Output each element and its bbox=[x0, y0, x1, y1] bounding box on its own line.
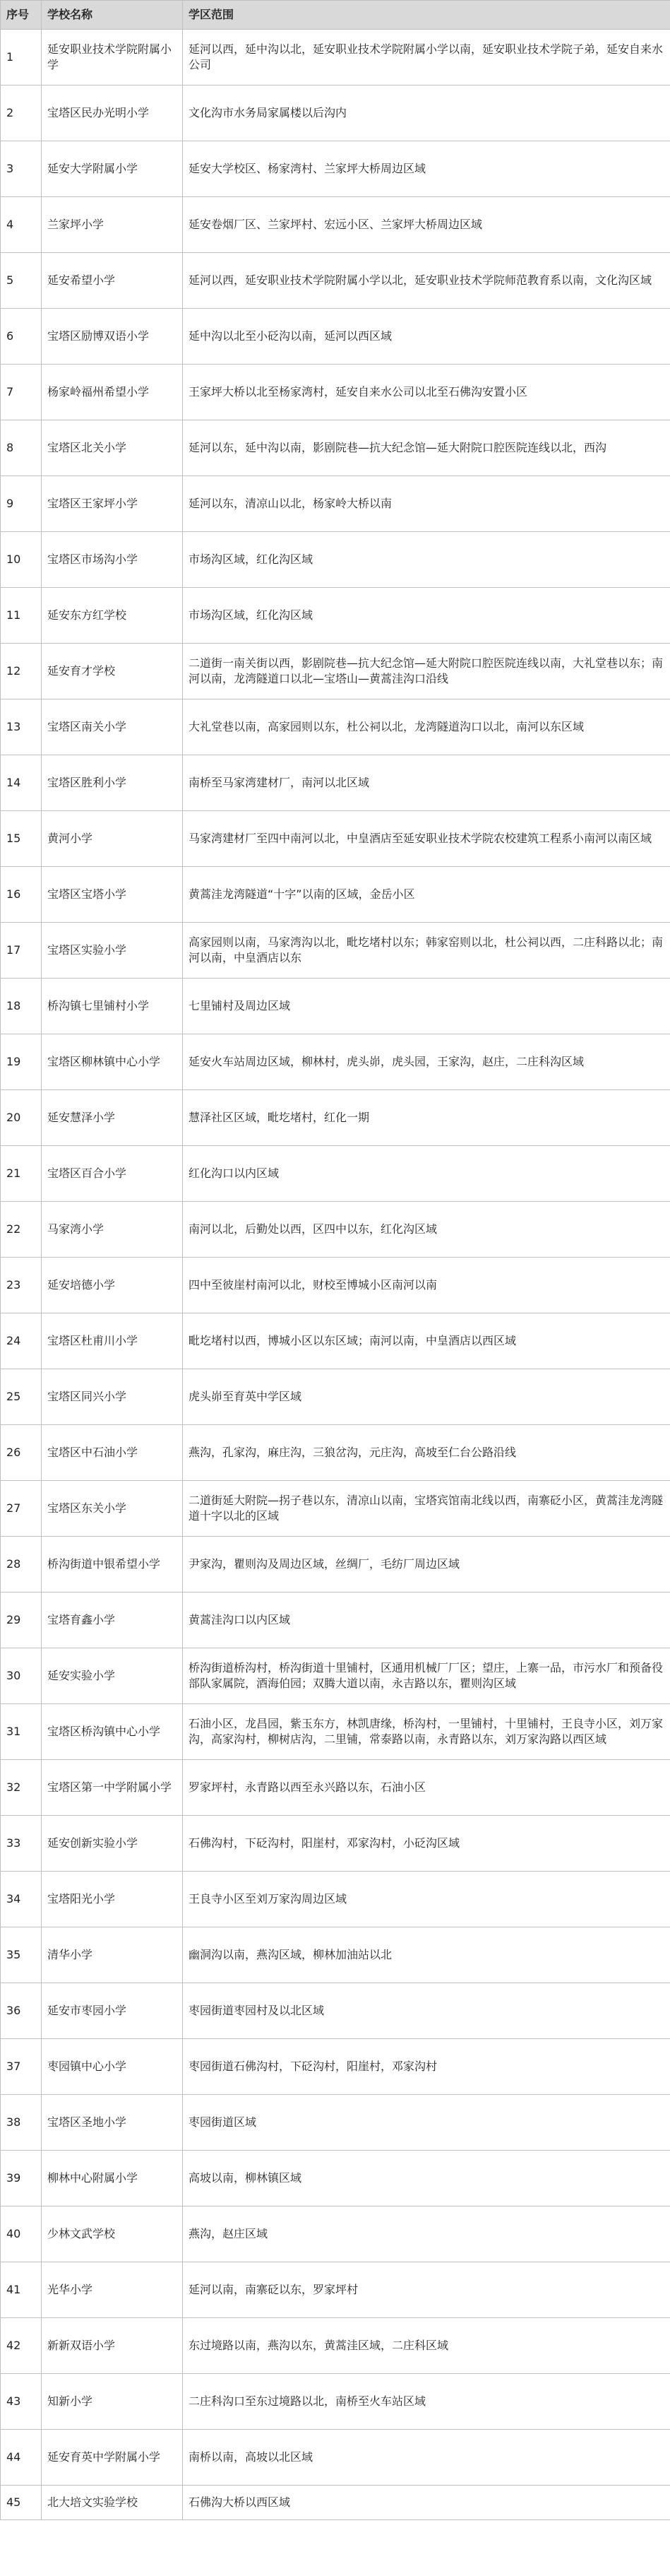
table-row bbox=[1, 2095, 670, 2151]
cell-area: 罗家坪村，永青路以西至永兴路以东，石油小区 bbox=[183, 1760, 670, 1816]
cell-no: 33 bbox=[1, 1816, 42, 1872]
cell-school: 北大培文实验学校 bbox=[42, 2486, 183, 2520]
header-school: 学校名称 bbox=[42, 1, 183, 30]
cell-area: 燕沟，赵庄区域 bbox=[183, 2206, 670, 2262]
cell-school: 宝塔区中石油小学 bbox=[42, 1425, 183, 1481]
cell-area: 延河以西，延中沟以北，延安职业技术学院附属小学以南，延安职业技术学院子弟，延安自来水公司 bbox=[183, 30, 670, 85]
cell-area: 高坡以南，柳林镇区域 bbox=[183, 2151, 670, 2206]
cell-school: 柳林中心附属小学 bbox=[42, 2151, 183, 2206]
cell-area: 慧泽社区区域，毗圪堵村，红化一期 bbox=[183, 1090, 670, 1146]
cell-no: 44 bbox=[1, 2430, 42, 2486]
cell-no: 8 bbox=[1, 420, 42, 476]
cell-school: 枣园镇中心小学 bbox=[42, 2039, 183, 2095]
table-row bbox=[1, 30, 670, 85]
table-row bbox=[1, 2486, 670, 2520]
cell-area: 二道街延大附院—拐子巷以东，清凉山以南，宝塔宾馆南北线以西，南寨砭小区，黄蒿洼龙湾隧道十字以北的区域 bbox=[183, 1481, 670, 1537]
cell-school: 宝塔区柳林镇中心小学 bbox=[42, 1034, 183, 1090]
table-row bbox=[1, 1202, 670, 1258]
header-area: 学区范围 bbox=[183, 1, 670, 30]
cell-school: 宝塔区南关小学 bbox=[42, 699, 183, 755]
cell-school: 宝塔区第一中学附属小学 bbox=[42, 1760, 183, 1816]
table-row bbox=[1, 2206, 670, 2262]
cell-area: 幽洞沟以南，燕沟区域，柳林加油站以北 bbox=[183, 1927, 670, 1983]
cell-no: 45 bbox=[1, 2486, 42, 2520]
cell-no: 16 bbox=[1, 867, 42, 923]
cell-school: 宝塔育鑫小学 bbox=[42, 1593, 183, 1648]
table-row bbox=[1, 85, 670, 141]
table-row bbox=[1, 1760, 670, 1816]
cell-no: 9 bbox=[1, 476, 42, 532]
cell-school: 光华小学 bbox=[42, 2262, 183, 2318]
cell-area: 二道街一南关街以西，影剧院巷—抗大纪念馆—延大附院口腔医院连线以南，大礼堂巷以东；南河以南，龙湾隧道口以北—宝塔山—黄蒿洼沟口沿线 bbox=[183, 644, 670, 699]
cell-no: 5 bbox=[1, 253, 42, 309]
cell-area: 虎头峁至育英中学区域 bbox=[183, 1369, 670, 1425]
cell-area: 市场沟区域，红化沟区域 bbox=[183, 532, 670, 588]
cell-area: 延安火车站周边区域，柳林村，虎头峁，虎头园，王家沟，赵庄，二庄科沟区域 bbox=[183, 1034, 670, 1090]
table-row bbox=[1, 1481, 670, 1537]
table-row bbox=[1, 253, 670, 309]
cell-school: 宝塔区同兴小学 bbox=[42, 1369, 183, 1425]
cell-school: 黄河小学 bbox=[42, 811, 183, 867]
table-row bbox=[1, 2151, 670, 2206]
cell-area: 文化沟市水务局家属楼以后沟内 bbox=[183, 85, 670, 141]
table-row bbox=[1, 532, 670, 588]
cell-no: 39 bbox=[1, 2151, 42, 2206]
cell-school: 延安市枣园小学 bbox=[42, 1983, 183, 2039]
table-row bbox=[1, 2374, 670, 2430]
table-row bbox=[1, 365, 670, 420]
cell-no: 15 bbox=[1, 811, 42, 867]
table-row bbox=[1, 2318, 670, 2374]
cell-no: 38 bbox=[1, 2095, 42, 2151]
table-row bbox=[1, 644, 670, 699]
cell-school: 延安大学附属小学 bbox=[42, 141, 183, 197]
cell-no: 35 bbox=[1, 1927, 42, 1983]
cell-school: 清华小学 bbox=[42, 1927, 183, 1983]
cell-area: 延河以南，南寨砭以东，罗家坪村 bbox=[183, 2262, 670, 2318]
cell-school: 宝塔区王家坪小学 bbox=[42, 476, 183, 532]
cell-no: 11 bbox=[1, 588, 42, 644]
cell-area: 石油小区，龙昌园，紫玉东方，林凯唐缘，桥沟村，一里铺村，十里铺村，王良寺小区，刘万家沟，高家沟村，柳树店沟，二里铺，常泰路以南，永青路以东，刘万家沟路以西区域 bbox=[183, 1704, 670, 1760]
table-row bbox=[1, 1983, 670, 2039]
cell-school: 马家湾小学 bbox=[42, 1202, 183, 1258]
table-row bbox=[1, 867, 670, 923]
cell-no: 25 bbox=[1, 1369, 42, 1425]
cell-area: 石佛沟大桥以西区域 bbox=[183, 2486, 670, 2520]
cell-area: 南桥以南，高坡以北区域 bbox=[183, 2430, 670, 2486]
cell-school: 宝塔区胜利小学 bbox=[42, 755, 183, 811]
table-row bbox=[1, 1593, 670, 1648]
cell-area: 马家湾建材厂至四中南河以北，中皇酒店至延安职业技术学院农校建筑工程系小南河以南区域 bbox=[183, 811, 670, 867]
cell-no: 14 bbox=[1, 755, 42, 811]
cell-area: 南河以北，后勤处以西，区四中以东，红化沟区域 bbox=[183, 1202, 670, 1258]
cell-no: 28 bbox=[1, 1537, 42, 1593]
table-row bbox=[1, 420, 670, 476]
cell-no: 34 bbox=[1, 1872, 42, 1927]
cell-no: 32 bbox=[1, 1760, 42, 1816]
cell-school: 宝塔区市场沟小学 bbox=[42, 532, 183, 588]
table-row bbox=[1, 588, 670, 644]
table-row bbox=[1, 1816, 670, 1872]
cell-school: 延安希望小学 bbox=[42, 253, 183, 309]
cell-area: 延河以东，清凉山以北，杨家岭大桥以南 bbox=[183, 476, 670, 532]
table-row bbox=[1, 1425, 670, 1481]
cell-no: 37 bbox=[1, 2039, 42, 2095]
cell-school: 宝塔区东关小学 bbox=[42, 1481, 183, 1537]
cell-school: 宝塔区桥沟镇中心小学 bbox=[42, 1704, 183, 1760]
cell-school: 新新双语小学 bbox=[42, 2318, 183, 2374]
cell-area: 红化沟口以内区域 bbox=[183, 1146, 670, 1202]
cell-area: 南桥至马家湾建材厂，南河以北区域 bbox=[183, 755, 670, 811]
cell-area: 尹家沟，瞿则沟及周边区域，丝绸厂，毛纺厂周边区域 bbox=[183, 1537, 670, 1593]
cell-no: 20 bbox=[1, 1090, 42, 1146]
table-row bbox=[1, 979, 670, 1034]
table-row bbox=[1, 1313, 670, 1369]
cell-area: 桥沟街道桥沟村，桥沟街道十里铺村，区通用机械厂厂区；望庄，上寨一品，市污水厂和预备役部队家属院，酒海伯园；双腾大道以南，永吉路以东，瞿则沟区域 bbox=[183, 1648, 670, 1704]
cell-school: 宝塔区民办光明小学 bbox=[42, 85, 183, 141]
cell-no: 27 bbox=[1, 1481, 42, 1537]
cell-area: 延安卷烟厂区、兰家坪村、宏远小区、兰家坪大桥周边区域 bbox=[183, 197, 670, 253]
cell-area: 延中沟以北至小砭沟以南，延河以西区域 bbox=[183, 309, 670, 365]
cell-no: 2 bbox=[1, 85, 42, 141]
table-row bbox=[1, 2039, 670, 2095]
cell-area: 枣园街道枣园村及以北区域 bbox=[183, 1983, 670, 2039]
cell-school: 杨家岭福州希望小学 bbox=[42, 365, 183, 420]
cell-no: 3 bbox=[1, 141, 42, 197]
table-row bbox=[1, 1090, 670, 1146]
cell-no: 30 bbox=[1, 1648, 42, 1704]
cell-no: 4 bbox=[1, 197, 42, 253]
table-row bbox=[1, 1704, 670, 1760]
cell-no: 42 bbox=[1, 2318, 42, 2374]
cell-school: 宝塔区北关小学 bbox=[42, 420, 183, 476]
cell-no: 10 bbox=[1, 532, 42, 588]
cell-school: 延安育英中学附属小学 bbox=[42, 2430, 183, 2486]
table-row bbox=[1, 141, 670, 197]
cell-area: 黄蒿洼沟口以内区域 bbox=[183, 1593, 670, 1648]
table-row bbox=[1, 1927, 670, 1983]
cell-area: 石佛沟村，下砭沟村，阳崖村，邓家沟村，小砭沟区域 bbox=[183, 1816, 670, 1872]
cell-school: 延安东方红学校 bbox=[42, 588, 183, 644]
cell-no: 7 bbox=[1, 365, 42, 420]
cell-no: 17 bbox=[1, 923, 42, 979]
cell-no: 43 bbox=[1, 2374, 42, 2430]
table-row bbox=[1, 2430, 670, 2486]
table-header-row bbox=[1, 1, 670, 30]
cell-area: 高家园则以南，马家湾沟以北，毗圪堵村以东；韩家窑则以北，杜公祠以西，二庄科路以北；南河以南，中皇酒店以东 bbox=[183, 923, 670, 979]
cell-school: 宝塔区圣地小学 bbox=[42, 2095, 183, 2151]
table-row bbox=[1, 1648, 670, 1704]
cell-school: 延安慧泽小学 bbox=[42, 1090, 183, 1146]
cell-school: 宝塔区杜甫川小学 bbox=[42, 1313, 183, 1369]
cell-area: 延安大学校区、杨家湾村、兰家坪大桥周边区域 bbox=[183, 141, 670, 197]
cell-area: 七里铺村及周边区域 bbox=[183, 979, 670, 1034]
cell-no: 29 bbox=[1, 1593, 42, 1648]
cell-school: 宝塔阳光小学 bbox=[42, 1872, 183, 1927]
cell-no: 22 bbox=[1, 1202, 42, 1258]
cell-no: 41 bbox=[1, 2262, 42, 2318]
table-row bbox=[1, 2262, 670, 2318]
cell-no: 13 bbox=[1, 699, 42, 755]
cell-no: 21 bbox=[1, 1146, 42, 1202]
cell-school: 延安创新实验小学 bbox=[42, 1816, 183, 1872]
cell-area: 毗圪堵村以西，博城小区以东区域；南河以南，中皇酒店以西区域 bbox=[183, 1313, 670, 1369]
table-row bbox=[1, 309, 670, 365]
cell-area: 四中至彼崖村南河以北，财校至博城小区南河以南 bbox=[183, 1258, 670, 1313]
cell-school: 桥沟镇七里铺村小学 bbox=[42, 979, 183, 1034]
cell-no: 40 bbox=[1, 2206, 42, 2262]
table-row bbox=[1, 923, 670, 979]
cell-no: 24 bbox=[1, 1313, 42, 1369]
cell-no: 26 bbox=[1, 1425, 42, 1481]
cell-area: 市场沟区域，红化沟区域 bbox=[183, 588, 670, 644]
table-row bbox=[1, 1258, 670, 1313]
cell-school: 少林文武学校 bbox=[42, 2206, 183, 2262]
cell-area: 王良寺小区至刘万家沟周边区域 bbox=[183, 1872, 670, 1927]
cell-school: 宝塔区励博双语小学 bbox=[42, 309, 183, 365]
cell-school: 延安育才学校 bbox=[42, 644, 183, 699]
cell-area: 枣园街道石佛沟村，下砭沟村，阳崖村，邓家沟村 bbox=[183, 2039, 670, 2095]
table-row bbox=[1, 699, 670, 755]
table-row bbox=[1, 1369, 670, 1425]
cell-area: 延河以东，延中沟以南，影剧院巷—抗大纪念馆—延大附院口腔医院连线以北，西沟 bbox=[183, 420, 670, 476]
table-row bbox=[1, 1537, 670, 1593]
cell-school: 桥沟街道中银希望小学 bbox=[42, 1537, 183, 1593]
cell-no: 1 bbox=[1, 30, 42, 85]
cell-no: 19 bbox=[1, 1034, 42, 1090]
table-row bbox=[1, 197, 670, 253]
cell-area: 延河以西，延安职业技术学院附属小学以北，延安职业技术学院师范教育系以南，文化沟区域 bbox=[183, 253, 670, 309]
cell-no: 23 bbox=[1, 1258, 42, 1313]
cell-area: 黄蒿洼龙湾隧道“十字”以南的区域，金岳小区 bbox=[183, 867, 670, 923]
table-row bbox=[1, 476, 670, 532]
cell-school: 宝塔区百合小学 bbox=[42, 1146, 183, 1202]
cell-area: 二庄科沟口至东过境路以北，南桥至火车站区域 bbox=[183, 2374, 670, 2430]
cell-no: 31 bbox=[1, 1704, 42, 1760]
table-row bbox=[1, 755, 670, 811]
cell-school: 延安实验小学 bbox=[42, 1648, 183, 1704]
cell-area: 燕沟，孔家沟，麻庄沟，三狼岔沟，元庄沟，高坡至仁台公路沿线 bbox=[183, 1425, 670, 1481]
cell-school: 延安职业技术学院附属小学 bbox=[42, 30, 183, 85]
cell-no: 18 bbox=[1, 979, 42, 1034]
table-row bbox=[1, 1146, 670, 1202]
table-row bbox=[1, 1872, 670, 1927]
cell-school: 知新小学 bbox=[42, 2374, 183, 2430]
cell-no: 6 bbox=[1, 309, 42, 365]
cell-area: 枣园街道区域 bbox=[183, 2095, 670, 2151]
cell-area: 王家坪大桥以北至杨家湾村，延安自来水公司以北至石佛沟安置小区 bbox=[183, 365, 670, 420]
table-row bbox=[1, 1034, 670, 1090]
cell-area: 大礼堂巷以南，高家园则以东，杜公祠以北，龙湾隧道沟口以北，南河以东区域 bbox=[183, 699, 670, 755]
cell-school: 延安培德小学 bbox=[42, 1258, 183, 1313]
cell-school: 宝塔区实验小学 bbox=[42, 923, 183, 979]
table-body bbox=[1, 30, 670, 2520]
header-no: 序号 bbox=[1, 1, 42, 30]
cell-area: 东过境路以南，燕沟以东，黄蒿洼区域，二庄科区域 bbox=[183, 2318, 670, 2374]
cell-no: 36 bbox=[1, 1983, 42, 2039]
cell-no: 12 bbox=[1, 644, 42, 699]
table-row bbox=[1, 811, 670, 867]
cell-school: 兰家坪小学 bbox=[42, 197, 183, 253]
cell-school: 宝塔区宝塔小学 bbox=[42, 867, 183, 923]
